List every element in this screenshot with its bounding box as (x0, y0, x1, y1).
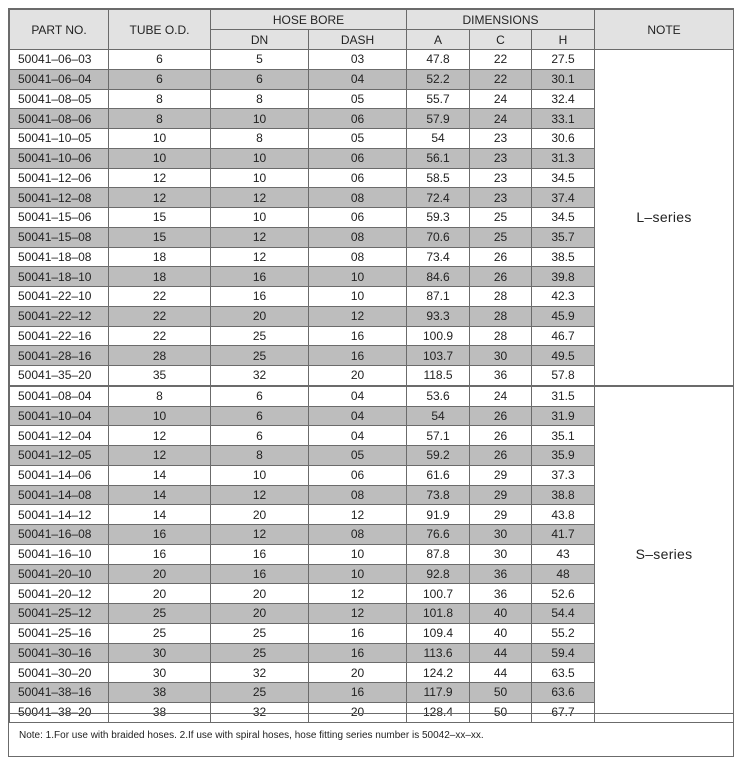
cell-part-no: 50041–20–12 (10, 584, 109, 604)
header-tube-od: TUBE O.D. (109, 10, 211, 50)
cell-part-no: 50041–22–16 (10, 326, 109, 346)
cell-dn: 10 (211, 168, 309, 188)
cell-tube-od: 12 (109, 168, 211, 188)
cell-dash: 06 (309, 109, 407, 129)
cell-dn: 20 (211, 306, 309, 326)
cell-tube-od: 38 (109, 702, 211, 722)
cell-part-no: 50041–12–05 (10, 446, 109, 466)
cell-tube-od: 10 (109, 129, 211, 149)
cell-a: 93.3 (407, 306, 470, 326)
cell-dash: 10 (309, 267, 407, 287)
cell-c: 24 (470, 386, 532, 406)
cell-h: 48 (532, 564, 595, 584)
cell-c: 24 (470, 89, 532, 109)
cell-dn: 16 (211, 564, 309, 584)
cell-h: 41.7 (532, 525, 595, 545)
cell-dash: 08 (309, 525, 407, 545)
cell-dn: 6 (211, 426, 309, 446)
cell-part-no: 50041–30–16 (10, 643, 109, 663)
cell-h: 35.7 (532, 227, 595, 247)
cell-dash: 05 (309, 129, 407, 149)
cell-dn: 10 (211, 109, 309, 129)
cell-dash: 20 (309, 366, 407, 386)
cell-dash: 16 (309, 346, 407, 366)
cell-part-no: 50041–38–16 (10, 683, 109, 703)
cell-part-no: 50041–16–10 (10, 544, 109, 564)
header-note: NOTE (595, 10, 734, 50)
cell-dn: 20 (211, 584, 309, 604)
cell-h: 63.6 (532, 683, 595, 703)
cell-dn: 12 (211, 188, 309, 208)
cell-tube-od: 6 (109, 50, 211, 70)
cell-a: 128.4 (407, 702, 470, 722)
cell-dn: 8 (211, 446, 309, 466)
cell-tube-od: 20 (109, 564, 211, 584)
cell-dash: 06 (309, 148, 407, 168)
cell-a: 87.1 (407, 287, 470, 307)
cell-part-no: 50041–12–08 (10, 188, 109, 208)
cell-dash: 03 (309, 50, 407, 70)
cell-h: 63.5 (532, 663, 595, 683)
cell-a: 54 (407, 129, 470, 149)
cell-tube-od: 25 (109, 623, 211, 643)
cell-c: 50 (470, 702, 532, 722)
cell-c: 29 (470, 485, 532, 505)
header-part-no: PART NO. (10, 10, 109, 50)
cell-a: 54 (407, 406, 470, 426)
cell-h: 27.5 (532, 50, 595, 70)
cell-dn: 25 (211, 683, 309, 703)
cell-a: 100.7 (407, 584, 470, 604)
cell-dn: 12 (211, 247, 309, 267)
cell-a: 59.3 (407, 208, 470, 228)
cell-dash: 12 (309, 505, 407, 525)
cell-tube-od: 12 (109, 188, 211, 208)
cell-a: 100.9 (407, 326, 470, 346)
cell-dash: 12 (309, 306, 407, 326)
cell-h: 55.2 (532, 623, 595, 643)
cell-c: 28 (470, 326, 532, 346)
cell-tube-od: 22 (109, 306, 211, 326)
cell-dn: 6 (211, 386, 309, 406)
cell-a: 61.6 (407, 465, 470, 485)
cell-c: 24 (470, 109, 532, 129)
cell-h: 43 (532, 544, 595, 564)
cell-c: 40 (470, 604, 532, 624)
cell-part-no: 50041–14–12 (10, 505, 109, 525)
cell-dash: 04 (309, 406, 407, 426)
cell-dash: 16 (309, 326, 407, 346)
cell-tube-od: 12 (109, 426, 211, 446)
cell-part-no: 50041–10–05 (10, 129, 109, 149)
cell-dash: 16 (309, 643, 407, 663)
cell-part-no: 50041–10–04 (10, 406, 109, 426)
cell-h: 33.1 (532, 109, 595, 129)
cell-dn: 8 (211, 89, 309, 109)
cell-dn: 25 (211, 643, 309, 663)
cell-tube-od: 14 (109, 465, 211, 485)
header-hose-bore: HOSE BORE (211, 10, 407, 30)
cell-a: 76.6 (407, 525, 470, 545)
cell-dn: 10 (211, 148, 309, 168)
footnote: Note: 1.For use with braided hoses. 2.If use with spiral hoses, hose fitting series number is 50042–xx–xx. (9, 713, 733, 756)
cell-tube-od: 15 (109, 227, 211, 247)
cell-c: 22 (470, 50, 532, 70)
table-row (10, 50, 734, 70)
cell-dn: 16 (211, 267, 309, 287)
cell-part-no: 50041–22–10 (10, 287, 109, 307)
cell-c: 25 (470, 227, 532, 247)
cell-dn: 10 (211, 465, 309, 485)
cell-c: 26 (470, 446, 532, 466)
cell-dn: 8 (211, 129, 309, 149)
cell-a: 101.8 (407, 604, 470, 624)
cell-part-no: 50041–16–08 (10, 525, 109, 545)
cell-h: 30.1 (532, 69, 595, 89)
cell-tube-od: 6 (109, 69, 211, 89)
cell-a: 58.5 (407, 168, 470, 188)
cell-dn: 32 (211, 366, 309, 386)
cell-dash: 08 (309, 485, 407, 505)
cell-tube-od: 28 (109, 346, 211, 366)
cell-h: 43.8 (532, 505, 595, 525)
header-a: A (407, 30, 470, 50)
cell-part-no: 50041–38–20 (10, 702, 109, 722)
cell-c: 28 (470, 306, 532, 326)
cell-h: 38.5 (532, 247, 595, 267)
cell-a: 117.9 (407, 683, 470, 703)
cell-h: 31.5 (532, 386, 595, 406)
cell-tube-od: 10 (109, 148, 211, 168)
cell-part-no: 50041–14–08 (10, 485, 109, 505)
cell-c: 36 (470, 564, 532, 584)
cell-part-no: 50041–22–12 (10, 306, 109, 326)
cell-dash: 12 (309, 584, 407, 604)
table-body (10, 50, 734, 723)
cell-tube-od: 25 (109, 604, 211, 624)
cell-h: 31.9 (532, 406, 595, 426)
cell-c: 30 (470, 544, 532, 564)
cell-c: 26 (470, 267, 532, 287)
cell-dash: 08 (309, 227, 407, 247)
cell-tube-od: 22 (109, 326, 211, 346)
cell-h: 49.5 (532, 346, 595, 366)
cell-dn: 6 (211, 406, 309, 426)
cell-h: 52.6 (532, 584, 595, 604)
cell-part-no: 50041–15–06 (10, 208, 109, 228)
cell-dn: 25 (211, 326, 309, 346)
spec-table-container (8, 8, 734, 757)
cell-h: 42.3 (532, 287, 595, 307)
cell-dn: 12 (211, 227, 309, 247)
cell-a: 113.6 (407, 643, 470, 663)
header-dn: DN (211, 30, 309, 50)
cell-tube-od: 22 (109, 287, 211, 307)
cell-part-no: 50041–06–04 (10, 69, 109, 89)
cell-h: 38.8 (532, 485, 595, 505)
cell-dash: 10 (309, 564, 407, 584)
cell-tube-od: 16 (109, 544, 211, 564)
cell-part-no: 50041–30–20 (10, 663, 109, 683)
cell-dash: 06 (309, 465, 407, 485)
cell-h: 34.5 (532, 208, 595, 228)
cell-c: 26 (470, 247, 532, 267)
cell-c: 40 (470, 623, 532, 643)
cell-dn: 32 (211, 702, 309, 722)
cell-c: 22 (470, 69, 532, 89)
cell-dash: 16 (309, 623, 407, 643)
table-header (10, 10, 734, 50)
cell-part-no: 50041–25–12 (10, 604, 109, 624)
cell-dash: 08 (309, 247, 407, 267)
cell-h: 46.7 (532, 326, 595, 346)
cell-dash: 20 (309, 702, 407, 722)
cell-a: 72.4 (407, 188, 470, 208)
cell-a: 124.2 (407, 663, 470, 683)
cell-dn: 25 (211, 623, 309, 643)
cell-part-no: 50041–25–16 (10, 623, 109, 643)
hose-fitting-spec-table (9, 9, 734, 723)
header-dash: DASH (309, 30, 407, 50)
cell-tube-od: 14 (109, 485, 211, 505)
cell-a: 59.2 (407, 446, 470, 466)
cell-a: 57.1 (407, 426, 470, 446)
cell-h: 39.8 (532, 267, 595, 287)
cell-tube-od: 14 (109, 505, 211, 525)
cell-c: 30 (470, 346, 532, 366)
cell-h: 54.4 (532, 604, 595, 624)
cell-dash: 12 (309, 604, 407, 624)
cell-dn: 12 (211, 485, 309, 505)
cell-tube-od: 8 (109, 109, 211, 129)
cell-c: 28 (470, 287, 532, 307)
cell-tube-od: 15 (109, 208, 211, 228)
cell-c: 29 (470, 465, 532, 485)
cell-dn: 20 (211, 505, 309, 525)
cell-h: 57.8 (532, 366, 595, 386)
header-dimensions: DIMENSIONS (407, 10, 595, 30)
series-note: L–series (595, 50, 734, 386)
cell-dash: 05 (309, 446, 407, 466)
cell-dash: 10 (309, 287, 407, 307)
cell-h: 32.4 (532, 89, 595, 109)
cell-a: 47.8 (407, 50, 470, 70)
cell-dash: 20 (309, 663, 407, 683)
cell-c: 23 (470, 188, 532, 208)
cell-tube-od: 16 (109, 525, 211, 545)
cell-a: 118.5 (407, 366, 470, 386)
cell-dash: 05 (309, 89, 407, 109)
cell-dn: 16 (211, 287, 309, 307)
cell-a: 52.2 (407, 69, 470, 89)
cell-a: 57.9 (407, 109, 470, 129)
cell-c: 36 (470, 366, 532, 386)
cell-a: 53.6 (407, 386, 470, 406)
cell-tube-od: 12 (109, 446, 211, 466)
cell-dn: 32 (211, 663, 309, 683)
cell-a: 56.1 (407, 148, 470, 168)
cell-part-no: 50041–12–04 (10, 426, 109, 446)
cell-tube-od: 10 (109, 406, 211, 426)
cell-dn: 6 (211, 69, 309, 89)
cell-dash: 10 (309, 544, 407, 564)
cell-c: 29 (470, 505, 532, 525)
cell-a: 103.7 (407, 346, 470, 366)
cell-tube-od: 30 (109, 643, 211, 663)
cell-dn: 16 (211, 544, 309, 564)
cell-a: 109.4 (407, 623, 470, 643)
cell-dash: 04 (309, 69, 407, 89)
cell-h: 37.3 (532, 465, 595, 485)
cell-dash: 08 (309, 188, 407, 208)
cell-a: 84.6 (407, 267, 470, 287)
cell-h: 45.9 (532, 306, 595, 326)
cell-part-no: 50041–14–06 (10, 465, 109, 485)
cell-dash: 06 (309, 208, 407, 228)
cell-dash: 06 (309, 168, 407, 188)
cell-part-no: 50041–18–08 (10, 247, 109, 267)
cell-h: 37.4 (532, 188, 595, 208)
cell-tube-od: 18 (109, 267, 211, 287)
cell-part-no: 50041–15–08 (10, 227, 109, 247)
cell-dash: 04 (309, 386, 407, 406)
cell-h: 35.1 (532, 426, 595, 446)
cell-part-no: 50041–28–16 (10, 346, 109, 366)
cell-tube-od: 8 (109, 89, 211, 109)
cell-c: 50 (470, 683, 532, 703)
header-h: H (532, 30, 595, 50)
cell-a: 73.4 (407, 247, 470, 267)
cell-c: 36 (470, 584, 532, 604)
cell-c: 26 (470, 426, 532, 446)
cell-part-no: 50041–08–05 (10, 89, 109, 109)
cell-a: 92.8 (407, 564, 470, 584)
cell-dash: 04 (309, 426, 407, 446)
cell-c: 26 (470, 406, 532, 426)
cell-h: 30.6 (532, 129, 595, 149)
cell-tube-od: 38 (109, 683, 211, 703)
cell-dn: 20 (211, 604, 309, 624)
cell-a: 70.6 (407, 227, 470, 247)
cell-c: 44 (470, 643, 532, 663)
cell-a: 87.8 (407, 544, 470, 564)
cell-c: 23 (470, 129, 532, 149)
cell-dn: 5 (211, 50, 309, 70)
cell-part-no: 50041–20–10 (10, 564, 109, 584)
cell-h: 34.5 (532, 168, 595, 188)
table-row (10, 386, 734, 406)
cell-tube-od: 18 (109, 247, 211, 267)
cell-part-no: 50041–08–06 (10, 109, 109, 129)
cell-part-no: 50041–12–06 (10, 168, 109, 188)
cell-c: 30 (470, 525, 532, 545)
cell-c: 23 (470, 148, 532, 168)
cell-c: 44 (470, 663, 532, 683)
series-note: S–series (595, 386, 734, 722)
cell-a: 73.8 (407, 485, 470, 505)
cell-dn: 12 (211, 525, 309, 545)
cell-a: 91.9 (407, 505, 470, 525)
cell-dn: 10 (211, 208, 309, 228)
cell-part-no: 50041–18–10 (10, 267, 109, 287)
cell-part-no: 50041–10–06 (10, 148, 109, 168)
header-c: C (470, 30, 532, 50)
cell-dash: 16 (309, 683, 407, 703)
cell-part-no: 50041–08–04 (10, 386, 109, 406)
cell-h: 31.3 (532, 148, 595, 168)
cell-tube-od: 30 (109, 663, 211, 683)
cell-c: 23 (470, 168, 532, 188)
cell-h: 59.4 (532, 643, 595, 663)
cell-a: 55.7 (407, 89, 470, 109)
cell-dn: 25 (211, 346, 309, 366)
cell-h: 35.9 (532, 446, 595, 466)
cell-part-no: 50041–35–20 (10, 366, 109, 386)
cell-h: 67.7 (532, 702, 595, 722)
cell-tube-od: 35 (109, 366, 211, 386)
cell-c: 25 (470, 208, 532, 228)
cell-tube-od: 20 (109, 584, 211, 604)
cell-tube-od: 8 (109, 386, 211, 406)
cell-part-no: 50041–06–03 (10, 50, 109, 70)
